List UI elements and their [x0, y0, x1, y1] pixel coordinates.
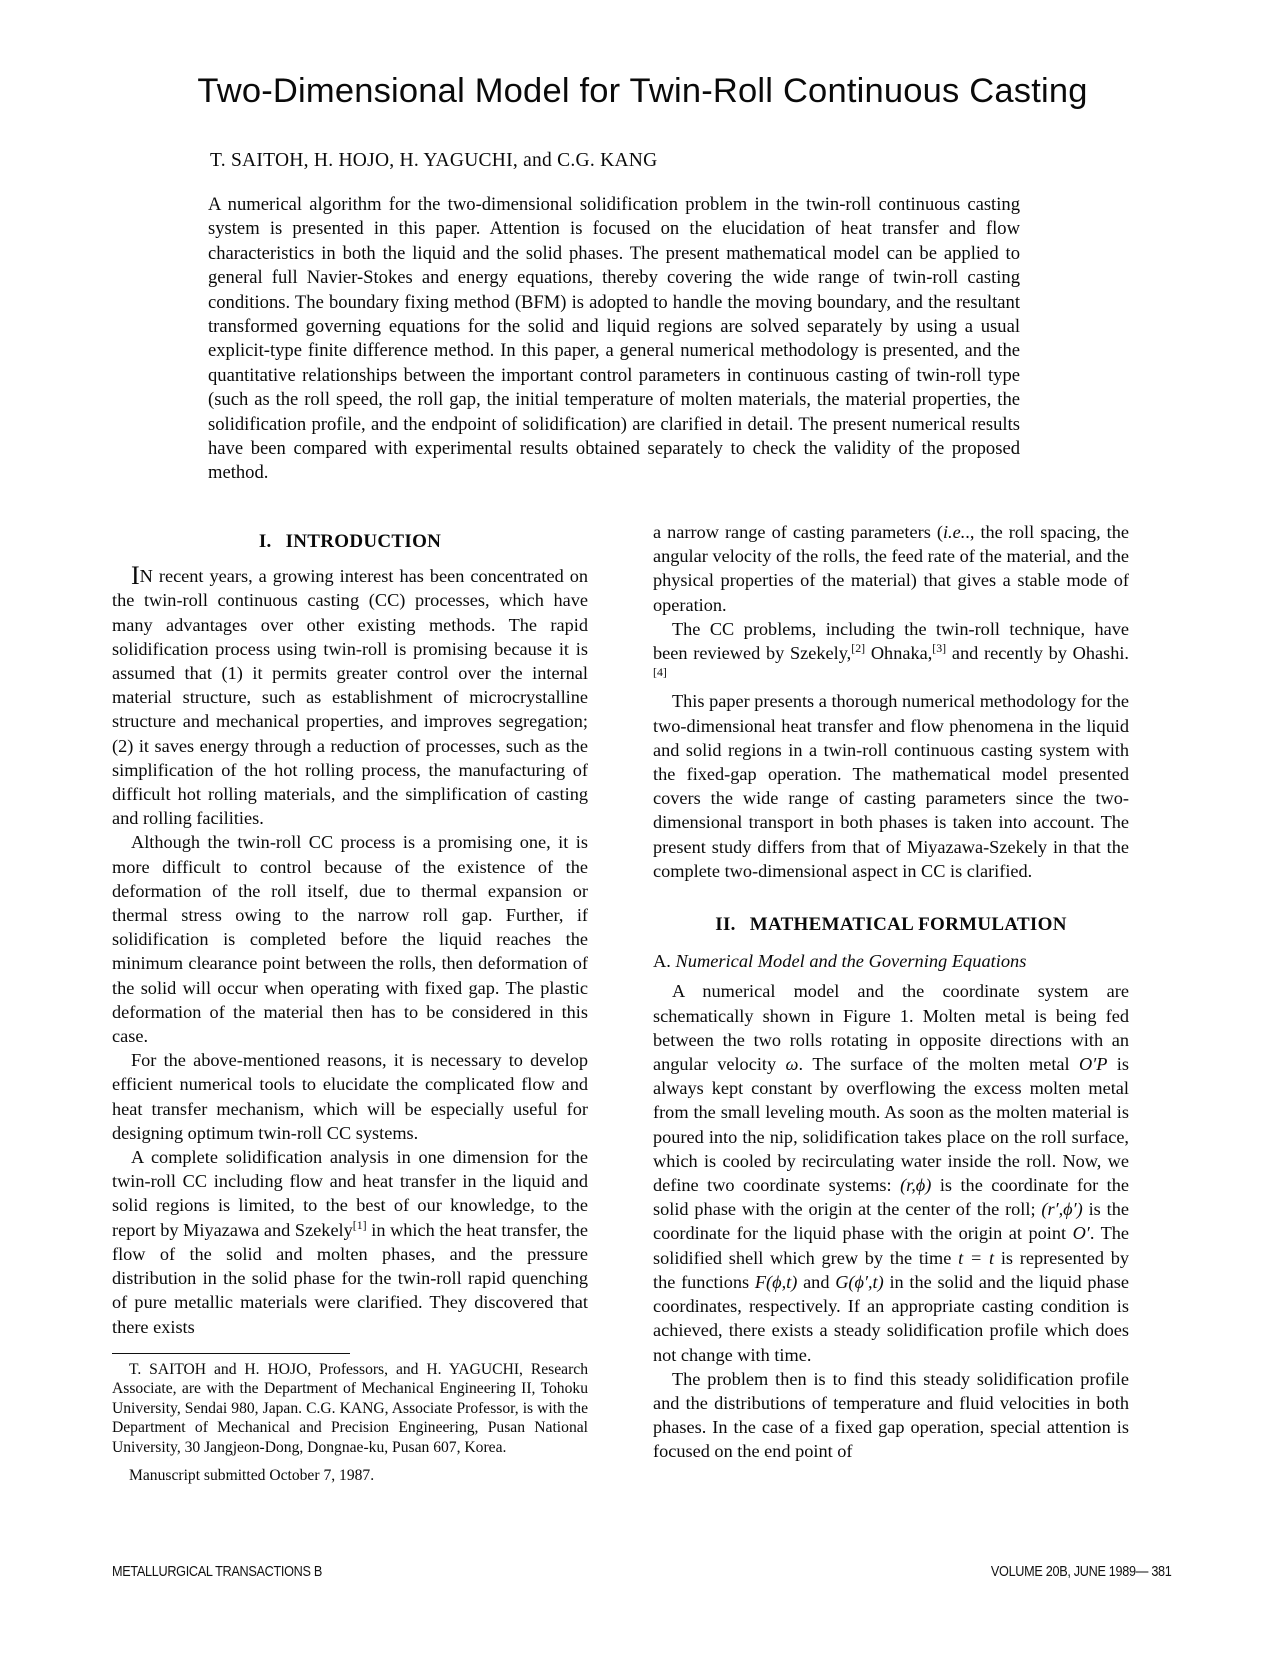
author-list: T. SAITOH, H. HOJO, H. YAGUCHI, and C.G. KANG [210, 150, 658, 171]
symbol-time-equation: t = t [958, 1247, 995, 1268]
symbol-o-prime: O′ [1072, 1223, 1090, 1244]
symbol-op: O′P [1079, 1054, 1108, 1075]
paragraph-right-3: This paper presents a thorough numerical methodology for the two-dimensional heat transfer and flow phenomena in the liquid and solid regions in a twin-roll continuous casting system with the fixed-gap operation. The mathematical model presented covers the wide range of casting parameters since the two-dimensional transport in both phases is taken into account. The present study differs from that of Miyazawa-Szekely in that the complete two-dimensional aspect in CC is clarified. [653, 691, 1129, 881]
paragraph-right-4 [653, 979, 1129, 1366]
paragraph-right-1: a narrow range of casting parameters (i.e.., the roll spacing, the angular velocity of the rolls, the feed rate of the material, and the physical properties of the material) that gives a stable mode of operation. [653, 522, 1129, 615]
function-f: F(ϕ,t) [754, 1271, 798, 1292]
reference-marker-2: [2] [851, 640, 866, 655]
p4-h: and [797, 1271, 836, 1292]
footer-volume-page: VOLUME 20B, JUNE 1989— 381 [990, 1564, 1172, 1580]
p4-d: is the coordinate for the solid phase with the origin at the center of the roll; [653, 1175, 1129, 1220]
symbol-omega: ω [785, 1054, 799, 1075]
paragraph-intro-1-text: N recent years, a growing interest has been concentrated on the twin-roll continuous casting (CC) processes, which have many advantages over other existing methods. The rapid solidification process using twin-roll is promising because it is assumed that (1) it permits greater control over the internal material structure, such as establishment of microcrystalline structure and mechanical properties, and improves segregation; (2) it saves energy through a reduction of processes, such as the simplification of the hot rolling process, the manufacturing of difficult hot rolling materials, and the simplification of casting and rolling facilities. [112, 566, 588, 829]
latin-abbrev-ie: i.e. [942, 522, 966, 542]
footnote-manuscript-date: Manuscript submitted October 7, 1987. [129, 1467, 375, 1485]
page-title: Two-Dimensional Model for Twin-Roll Continuous Casting [197, 72, 1088, 110]
p4-b: . The surface of the molten metal [798, 1054, 1080, 1075]
p4-a: A numerical model and the coordinate system are schematically shown in Figure 1. Molten metal is being fed between the two rolls rotating in opposite directions with an angular velocity [653, 981, 1129, 1075]
right-column [653, 520, 1129, 1464]
paragraph-right-5: The problem then is to find this steady solidification profile and the distributions of temperature and fluid velocities in both phases. In the case of a fixed gap operation, special attention is focused on the end point of [653, 1368, 1129, 1462]
p4-c: is always kept constant by overflowing the excess molten metal from the small leveling mouth. As soon as the molten material is poured into the nip, solidification takes place on the roll surface, which is cooled by recirculating water inside the roll. Now, we define two coordinate systems: [653, 1054, 1129, 1196]
paragraph-intro-2: Although the twin-roll CC process is a promising one, it is more difficult to control because of the existence of the deformation of the roll itself, due to thermal expansion or thermal stress owing to the narrow roll gap. Further, if solidification is completed before the liquid reaches the minimum clearance point between the rolls, then deformation of the solid will occur when operating with fixed gap. The plastic deformation of the material then has to be considered in this case. [112, 832, 588, 1047]
drop-cap: I [131, 560, 140, 590]
footnote-block [112, 1360, 588, 1485]
page-footer [112, 1564, 1172, 1580]
paragraph-right-2-part-c: and recently by Ohashi. [946, 643, 1129, 664]
footer-journal-name: METALLURGICAL TRANSACTIONS B [112, 1564, 322, 1580]
abstract: A numerical algorithm for the two-dimensional solidification problem in the twin-roll continuous casting system is presented in this paper. Attention is focused on the elucidation of heat transfer and flow characteristics in both the liquid and the solid phases. The present mathematical model can be applied to general full Navier-Stokes and energy equations, thereby covering the wide range of twin-roll casting conditions. The boundary fixing method (BFM) is adopted to handle the moving boundary, and the resultant transformed governing equations for the solid and liquid regions are solved separately by using a usual explicit-type finite difference method. In this paper, a general numerical methodology is presented, and the quantitative relationships between the important control parameters in continuous casting of twin-roll type (such as the roll speed, the roll gap, the initial temperature of molten materials, the material properties, the solidification profile, and the endpoint of solidification) are clarified in detail. The present numerical results have been compared with experimental results obtained separately to check the validity of the proposed method. [208, 194, 1020, 484]
section-title-2: MATHEMATICAL FORMULATION [749, 914, 1067, 936]
function-g: G(ϕ′,t) [835, 1271, 884, 1292]
section-numeral-2: II. [715, 914, 736, 936]
p4-e: is the coordinate for the liquid phase with the origin at point [653, 1199, 1129, 1244]
p4-i: in the solid and the liquid phase coordinates, respectively. If an appropriate casting condition is achieved, there exists a steady solidification profile which does not change with time. [653, 1271, 1129, 1365]
paragraph-intro-4-part-a: A complete solidification analysis in one dimension for the twin-roll CC including flow and heat transfer in the liquid and solid regions is limited, to the best of our knowledge, to the report by Miyazawa and Szekely [112, 1147, 588, 1240]
p4-f: . The solidified shell which grew by the time [653, 1223, 1129, 1268]
paragraph-intro-4-part-b: in which the heat transfer, the flow of the solid and molten phases, and the pressure distribution in the solid phase for the twin-roll rapid quenching of pure metallic materials were clarified. They discovered that there exists [112, 1219, 588, 1337]
footnote-affiliation: T. SAITOH and H. HOJO, Professors, and H. YAGUCHI, Research Associate, are with the Department of Mechanical Engineering II, Tohoku University, Sendai 980, Japan. C.G. KANG, Associate Professor, is with the Department of Mechanical and Precision Engineering, Pusan National University, 30 Jangjeon-Dong, Dongnae-ku, Pusan 607, Korea. [112, 1361, 588, 1456]
paragraph-right-2-part-a: The CC problems, including the twin-roll technique, have been reviewed by Szekely, [653, 618, 1129, 664]
p4-g: is represented by the functions [653, 1247, 1130, 1292]
paragraph-right-2-part-b: Ohnaka, [865, 643, 933, 664]
paragraph-intro-4 [112, 1145, 588, 1339]
subsection-letter: A. [653, 951, 671, 972]
paragraph-intro-3: For the above-mentioned reasons, it is necessary to develop efficient numerical tools to elucidate the complicated flow and heat transfer mechanism, which will be especially useful for designing optimum twin-roll CC systems. [112, 1050, 588, 1143]
paragraph-intro-1 [112, 560, 588, 830]
section-heading-formulation [653, 913, 1129, 937]
paragraph-right-2 [653, 617, 1129, 690]
section-title: INTRODUCTION [285, 531, 442, 552]
coordinate-r-phi-prime: (r′,ϕ′) [1041, 1199, 1083, 1220]
reference-marker-1: [1] [352, 1217, 367, 1232]
reference-marker-3: [3] [932, 640, 947, 655]
reference-marker-4: [4] [653, 665, 667, 680]
section-heading-introduction [112, 520, 588, 554]
subsection-title: Numerical Model and the Governing Equations [675, 951, 1027, 972]
coordinate-r-phi: (r,ϕ) [900, 1175, 932, 1196]
left-column [112, 520, 588, 1339]
subsection-heading-a [653, 949, 1129, 973]
section-numeral: I. [258, 531, 272, 552]
footnote-divider [112, 1353, 350, 1354]
